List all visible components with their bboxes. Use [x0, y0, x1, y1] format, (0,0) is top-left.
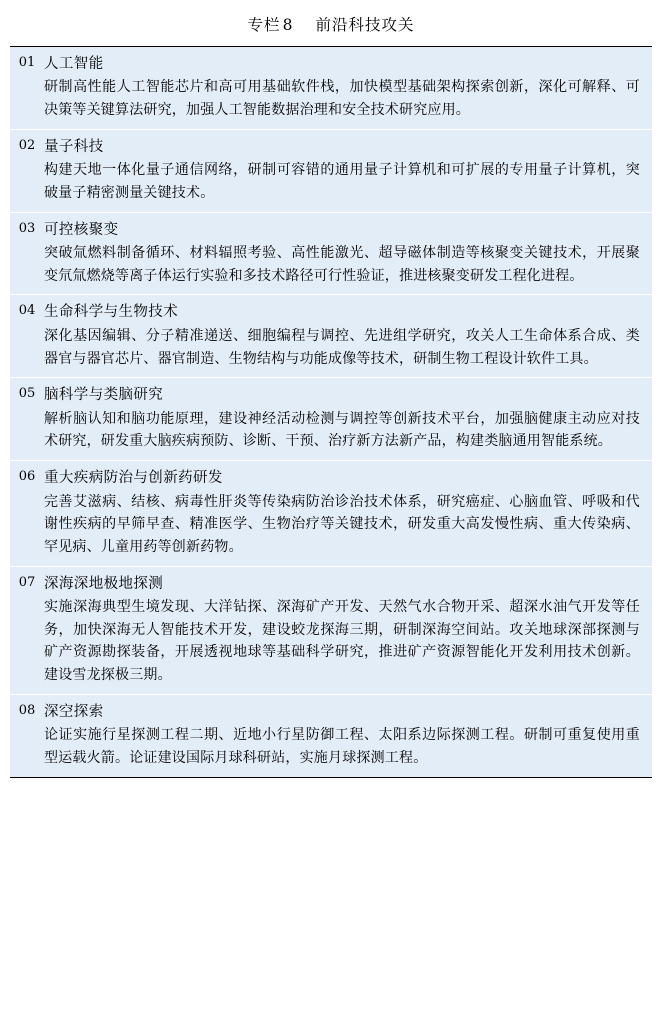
- row-index: 06: [18, 469, 36, 485]
- page-title: [0, 0, 662, 46]
- row-title: 生命科学与生物技术: [44, 304, 179, 321]
- table-row: [10, 130, 652, 213]
- table-row: [10, 295, 652, 378]
- row-title: 深空探索: [44, 703, 104, 720]
- row-title: 深海深地极地探测: [44, 575, 164, 592]
- row-body: 解析脑认知和脑功能原理，建设神经活动检测与调控等创新技术平台，加强脑健康主动应对技术研究，研发重大脑疾病预防、诊断、干预、治疗新方法新产品，构建类脑通用智能系统。: [44, 410, 640, 450]
- row-index: 03: [18, 220, 36, 236]
- row-index: 08: [18, 702, 36, 718]
- title-number: 8: [282, 16, 294, 34]
- row-title: 重大疾病防治与创新药研发: [44, 470, 223, 487]
- row-title: 量子科技: [44, 138, 104, 155]
- row-title: 可控核聚变: [44, 221, 119, 238]
- row-index: 05: [18, 386, 36, 402]
- row-body: 研制高性能人工智能芯片和高可用基础软件栈，加快模型基础架构探索创新，深化可解释、可决策等关键算法研究，加强人工智能数据治理和安全技术研究应用。: [44, 79, 640, 119]
- row-title: 人工智能: [44, 56, 104, 72]
- row-body: 实施深海典型生境发现、大洋钻探、深海矿产开发、天然气水合物开采、超深水油气开发等任务，加快深海无人智能技术开发，建设蛟龙探海三期，研制深海空间站。攻关地球深部探测与矿产资源勘探装备，开展透视地球等基础科学研究，推进矿产资源智能化开发利用技术创新。建设雪龙探极三期。: [44, 599, 640, 684]
- table-row: [10, 47, 652, 130]
- title-text: 前沿科技攻关: [315, 16, 415, 34]
- table-row: [10, 378, 652, 461]
- row-body: 深化基因编辑、分子精准递送、细胞编程与调控、先进组学研究，攻关人工生命体系合成、类器官与器官芯片、器官制造、生物结构与功能成像等技术，研制生物工程设计软件工具。: [44, 327, 640, 367]
- row-title: 脑科学与类脑研究: [44, 387, 164, 404]
- table-row: [10, 213, 652, 296]
- table-row: [10, 461, 652, 566]
- feature-table: [10, 46, 652, 778]
- row-index: 04: [18, 303, 36, 319]
- table-row: [10, 695, 652, 777]
- row-index: 01: [18, 55, 36, 70]
- row-content: [44, 47, 652, 129]
- row-content: [44, 130, 652, 212]
- title-label: 专栏: [247, 16, 281, 34]
- row-content: [44, 461, 652, 565]
- row-body: 论证实施行星探测工程二期、近地小行星防御工程、太阳系边际探测工程。研制可重复使用重型运载火箭。论证建设国际月球科研站，实施月球探测工程。: [44, 727, 640, 766]
- row-index: 02: [18, 137, 36, 153]
- row-body: 构建天地一体化量子通信网络，研制可容错的通用量子计算机和可扩展的专用量子计算机，突破量子精密测量关键技术。: [44, 162, 640, 201]
- row-content: [44, 695, 652, 777]
- row-content: [44, 567, 652, 694]
- row-body: 突破氚燃料制备循环、材料辐照考验、高性能激光、超导磁体制造等核聚变关键技术，开展聚变氘氚燃烧等离子体运行实验和多技术路径可行性验证，推进核聚变研发工程化进程。: [44, 245, 640, 284]
- row-content: [44, 378, 652, 460]
- row-content: [44, 295, 652, 377]
- row-body: 完善艾滋病、结核、病毒性肝炎等传染病防治诊治技术体系，研究癌症、心脑血管、呼吸和代谢性疾病的早筛早查、精准医学、生物治疗等关键技术，研发重大高发慢性病、重大传染病、罕见病、儿童用药等创新药物。: [44, 493, 640, 555]
- table-row: [10, 567, 652, 695]
- row-content: [44, 213, 652, 295]
- row-index: 07: [18, 574, 36, 590]
